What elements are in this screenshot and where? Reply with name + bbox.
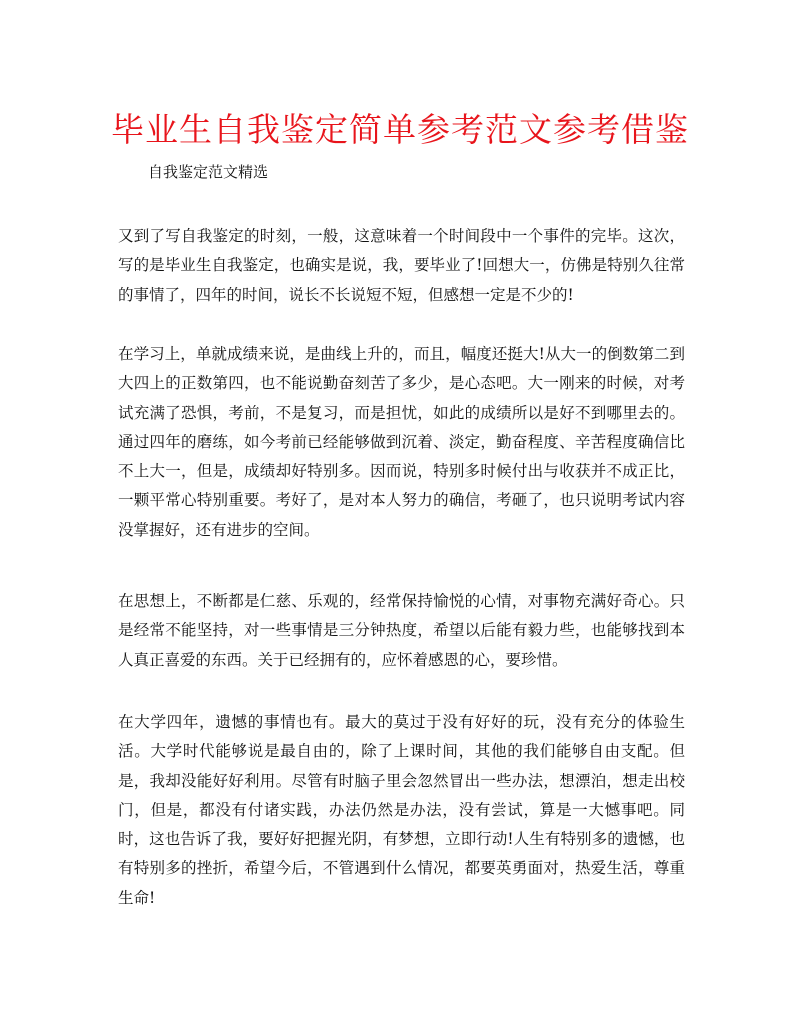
paragraph-regret: 在大学四年，遗憾的事情也有。最大的莫过于没有好好的玩，没有充分的体验生活。大学时代能够说是最自由的，除了上课时间，其他的我们能够自由支配。但是，我却没能好好利用。尽管有时脑子里会忽然冒出一些办法，想漂泊，想走出校门，但是，都没有付诸实践，办法仍然是办法，没有尝试，算是一大憾事吧。同时，这也告诉了我，要好好把握光阴，有梦想，立即行动!人生有特别多的遗憾，也有特别多的挫折，希望今后，不管遇到什么情况，都要英勇面对，热爱生活，尊重生命! [118, 713, 685, 907]
paragraph-intro: 又到了写自我鉴定的时刻，一般，这意味着一个时间段中一个事件的完毕。这次，写的是毕业生自我鉴定，也确实是说，我，要毕业了!回想大一，仿佛是特别久往常的事情了，四年的时间，说长不长说短不短，但感想一定是不少的! [118, 227, 685, 304]
document-title: 毕业生自我鉴定简单参考范文参考借鉴 [111, 110, 689, 149]
paragraph-study: 在学习上，单就成绩来说，是曲线上升的，而且，幅度还挺大!从大一的倒数第二到大四上的正数第四，也不能说勤奋刻苦了多少，是心态吧。大一刚来的时候，对考试充满了恐惧，考前，不是复习，而是担忧，如此的成绩所以是好不到哪里去的。通过四年的磨练，如今考前已经能够做到沉着、淡定，勤奋程度、辛苦程度确信比不上大一，但是，成绩却好特别多。因而说，特别多时候付出与收获并不成正比，一颗平常心特别重要。考好了，是对本人努力的确信，考砸了，也只说明考试内容没掌握好，还有进步的空间。 [118, 345, 685, 539]
paragraph-thought: 在思想上，不断都是仁慈、乐观的，经常保持愉悦的心情，对事物充满好奇心。只是经常不能坚持，对一些事情是三分钟热度，希望以后能有毅力些，也能够找到本人真正喜爱的东西。关于已经拥有的，应怀着感恩的心，要珍惜。 [118, 592, 685, 669]
document-subtitle: 自我鉴定范文精选 [148, 163, 269, 181]
